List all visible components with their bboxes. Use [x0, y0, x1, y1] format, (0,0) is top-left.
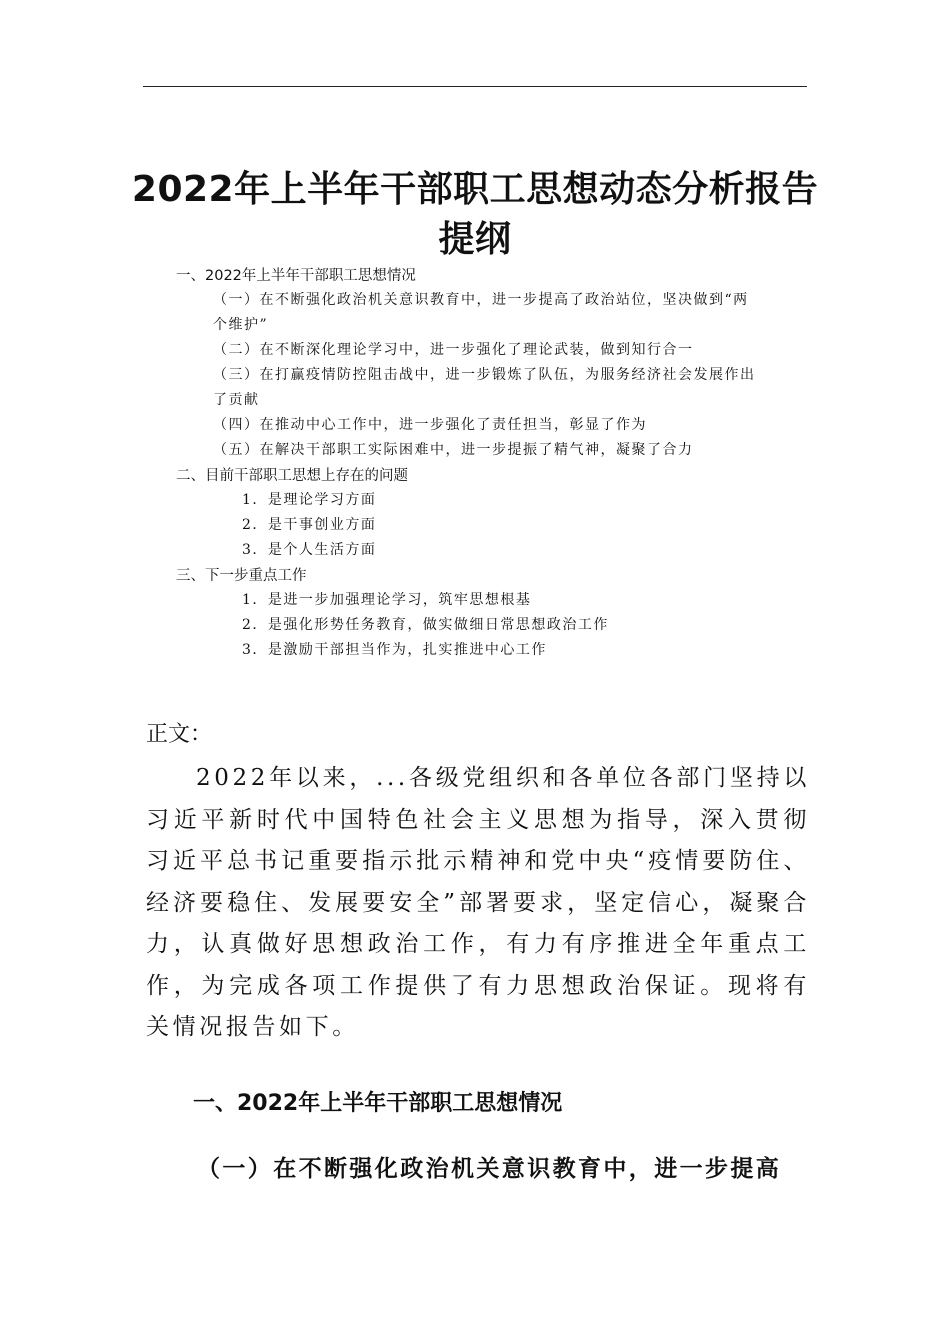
header-rule: [143, 86, 807, 87]
body-paragraph: 2022年以来，...各级党组织和各单位各部门坚持以习近平新时代中国特色社会主义思想为指导，深入贯彻习近平总书记重要指示批示精神和党中央“疫情要防住、经济要稳住、发展要安全”部署要求，坚定信心，凝聚合力，认真做好思想政治工作，有力有序推进全年重点工作，为完成各项工作提供了有力思想政治保证。现将有关情况报告如下。: [146, 765, 810, 1040]
outline-item: （二）在不断深化理论学习中，进一步强化了理论武装，做到知行合一: [213, 342, 694, 358]
outline-item: 2．是干事创业方面: [242, 517, 377, 533]
outline-item: （一）在不断强化政治机关意识教育中，进一步提高了政治站位，坚决做到“两: [213, 292, 749, 308]
outline-heading-3: 三、下一步重点工作: [176, 568, 307, 584]
outline-item: 了贡献: [213, 392, 260, 408]
outline-heading-1: 一、2022年上半年干部职工思想情况: [176, 268, 416, 284]
outline-item: （五）在解决干部职工实际困难中，进一步提振了精气神，凝聚了合力: [213, 442, 694, 458]
subsection-heading: （一）在不断强化政治机关意识教育中，进一步提高: [197, 1155, 782, 1182]
outline-item: （四）在推动中心工作中，进一步强化了责任担当，彰显了作为: [213, 417, 647, 433]
outline-item: 2．是强化形势任务教育，做实做细日常思想政治工作: [242, 617, 609, 633]
section-heading: 一、2022年上半年干部职工思想情况: [193, 1091, 563, 1116]
title-line-1: 2022年上半年干部职工思想动态分析报告: [131, 169, 819, 210]
outline-item: 3．是激励干部担当作为，扎实推进中心工作: [242, 642, 547, 658]
outline-item: 个维护”: [213, 317, 269, 333]
outline-heading-2: 二、目前干部职工思想上存在的问题: [176, 468, 408, 484]
title-line-2: 提纲: [438, 219, 512, 260]
outline-item: 3．是个人生活方面: [242, 542, 377, 558]
body-label: 正文：: [146, 722, 213, 747]
document-title: [120, 165, 830, 265]
outline-item: （三）在打赢疫情防控阻击战中，进一步锻炼了队伍，为服务经济社会发展作出: [213, 367, 756, 383]
outline-item: 1．是进一步加强理论学习，筑牢思想根基: [242, 592, 532, 608]
outline-item: 1．是理论学习方面: [242, 492, 377, 508]
